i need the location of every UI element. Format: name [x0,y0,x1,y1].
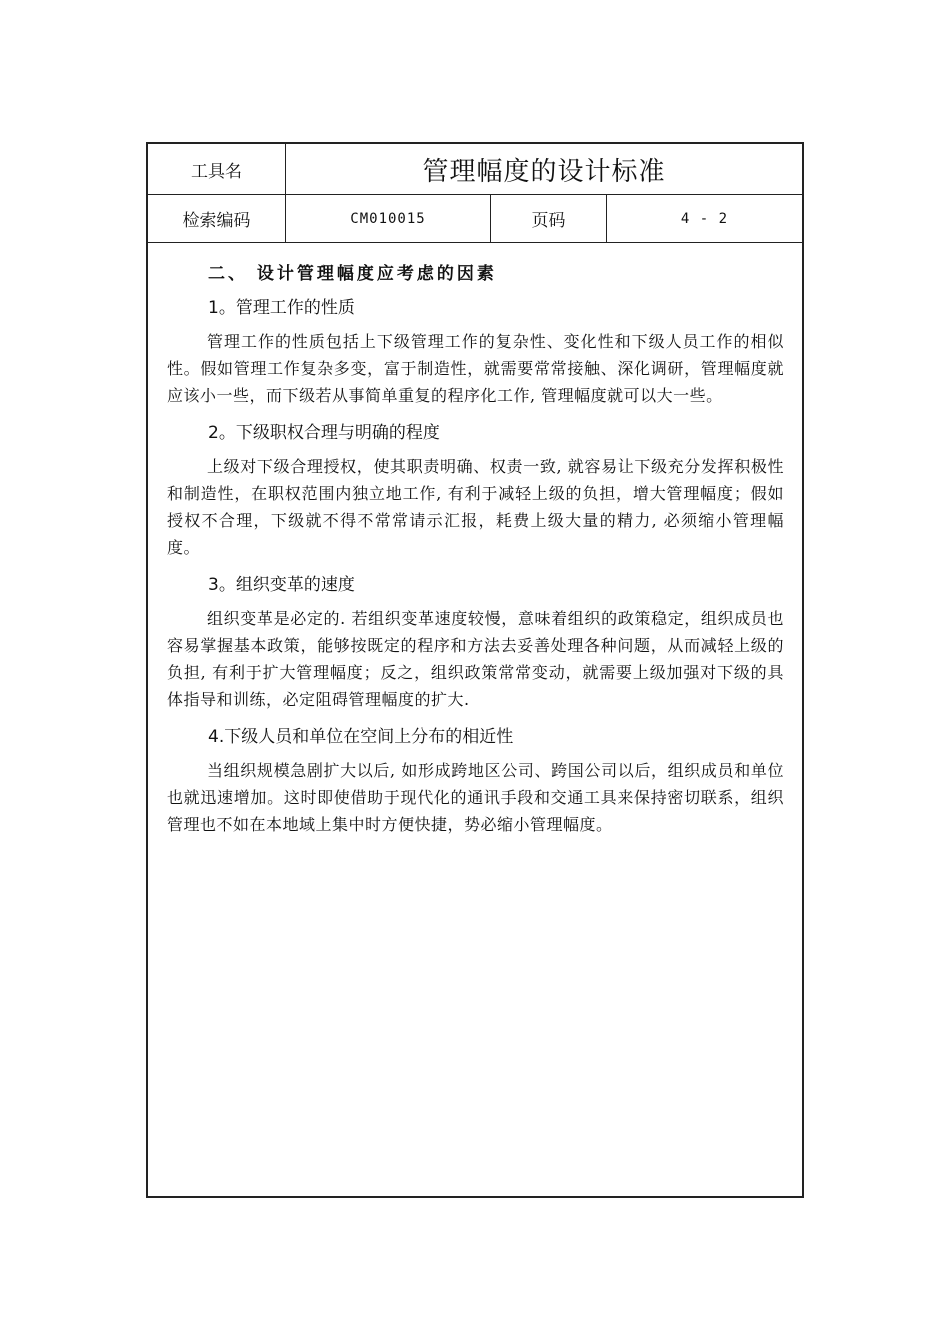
tool-name-label-cell [148,144,286,194]
factor-heading-3: 3。组织变革的速度 [208,575,355,595]
tool-name-value-cell [286,144,802,194]
code-label: 检索编码 [182,211,251,231]
page-label: 页码 [531,211,566,231]
code-value-cell [286,195,491,242]
code-label-cell [148,195,286,242]
code-value: CM010015 [350,210,426,227]
section-title: 二、 设计管理幅度应考虑的因素 [208,264,497,284]
factor-paragraph-4: 当组织规模急剧扩大以后, 如形成跨地区公司、跨国公司以后，组织成员和单位也就迅速增加。这时即使借助于现代化的通讯手段和交通工具来保持密切联系，组织管理也不如在本地域上集中时方便快捷，势必缩小管理幅度。 [167,761,784,834]
tool-name-label: 工具名 [191,161,242,182]
page-label-cell [491,195,607,242]
document-title: 管理幅度的设计标准 [422,156,666,187]
header-row-code [148,195,802,243]
factor-paragraph-1: 管理工作的性质包括上下级管理工作的复杂性、变化性和下级人员工作的相似性。假如管理工作复杂多变，富于制造性，就需要常常接触、深化调研，管理幅度就应该小一些，而下级若从事简单重复的程序化工作, 管理幅度就可以大一些。 [167,332,784,405]
factor-paragraph-2: 上级对下级合理授权，使其职责明确、权责一致, 就容易让下级充分发挥积极性和制造性，在职权范围内独立地工作, 有利于减轻上级的负担，增大管理幅度；假如授权不合理，下级就不得不常常请示汇报，耗费上级大量的精力, 必须缩小管理幅度。 [167,457,784,557]
factor-heading-1: 1。管理工作的性质 [208,298,355,318]
factor-heading-2: 2。下级职权合理与明确的程度 [208,423,440,443]
page-value: 4 - 2 [680,210,729,227]
header-row-tool-name [148,144,802,195]
factor-heading-4: 4.下级人员和单位在空间上分布的相近性 [208,727,514,747]
document-form [146,142,804,1198]
factor-paragraph-3: 组织变革是必定的. 若组织变革速度较慢，意味着组织的政策稳定，组织成员也容易掌握基本政策，能够按既定的程序和方法去妥善处理各种问题，从而减轻上级的负担, 有利于扩大管理幅度；反之，组织政策常常变动，就需要上级加强对下级的具体指导和训练，必定阻碍管理幅度的扩大. [167,609,784,709]
document-body [148,243,802,1196]
page-value-cell [607,195,802,242]
